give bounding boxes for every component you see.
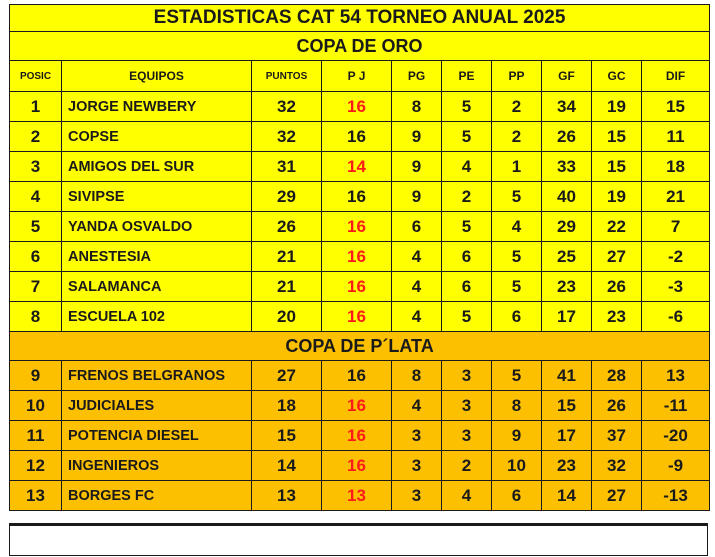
drawn-cell: 2 — [442, 182, 492, 212]
header-posic: POSIC — [10, 61, 62, 92]
header-pp: PP — [492, 61, 542, 92]
points-cell: 18 — [252, 391, 322, 421]
points-cell: 20 — [252, 302, 322, 332]
played-cell: 13 — [322, 481, 392, 511]
table-row — [10, 152, 710, 182]
position-cell: 11 — [10, 421, 62, 451]
goals-against-cell: 15 — [592, 122, 642, 152]
goals-for-cell: 29 — [542, 212, 592, 242]
position-cell: 8 — [10, 302, 62, 332]
sheet-title: ESTADISTICAS CAT 54 TORNEO ANUAL 2025 — [10, 5, 710, 32]
goal-difference-cell: 13 — [642, 361, 710, 391]
lost-cell: 9 — [492, 421, 542, 451]
position-cell: 2 — [10, 122, 62, 152]
team-name-cell: INGENIEROS — [62, 451, 252, 481]
points-cell: 26 — [252, 212, 322, 242]
points-cell: 31 — [252, 152, 322, 182]
position-cell: 10 — [10, 391, 62, 421]
goals-against-cell: 26 — [592, 272, 642, 302]
played-cell: 16 — [322, 391, 392, 421]
standings-body — [10, 5, 710, 511]
lost-cell: 5 — [492, 272, 542, 302]
won-cell: 3 — [392, 481, 442, 511]
table-row — [10, 122, 710, 152]
won-cell: 4 — [392, 272, 442, 302]
drawn-cell: 4 — [442, 481, 492, 511]
team-name-cell: SIVIPSE — [62, 182, 252, 212]
goals-for-cell: 17 — [542, 421, 592, 451]
points-cell: 14 — [252, 451, 322, 481]
team-name-cell: ESCUELA 102 — [62, 302, 252, 332]
gold-section-title: COPA DE ORO — [10, 32, 710, 61]
lost-cell: 8 — [492, 391, 542, 421]
goals-against-cell: 15 — [592, 152, 642, 182]
header-puntos: PUNTOS — [252, 61, 322, 92]
position-cell: 5 — [10, 212, 62, 242]
table-row — [10, 272, 710, 302]
lost-cell: 2 — [492, 92, 542, 122]
drawn-cell: 6 — [442, 242, 492, 272]
table-row — [10, 421, 710, 451]
table-row — [10, 92, 710, 122]
goal-difference-cell: 21 — [642, 182, 710, 212]
goals-for-cell: 40 — [542, 182, 592, 212]
team-name-cell: POTENCIA DIESEL — [62, 421, 252, 451]
table-row — [10, 302, 710, 332]
goals-against-cell: 32 — [592, 451, 642, 481]
points-cell: 15 — [252, 421, 322, 451]
header-gc: GC — [592, 61, 642, 92]
goals-for-cell: 23 — [542, 451, 592, 481]
goals-against-cell: 28 — [592, 361, 642, 391]
drawn-cell: 3 — [442, 361, 492, 391]
drawn-cell: 6 — [442, 272, 492, 302]
position-cell: 7 — [10, 272, 62, 302]
team-name-cell: AMIGOS DEL SUR — [62, 152, 252, 182]
points-cell: 29 — [252, 182, 322, 212]
played-cell: 16 — [322, 122, 392, 152]
team-name-cell: JUDICIALES — [62, 391, 252, 421]
won-cell: 4 — [392, 242, 442, 272]
goals-against-cell: 26 — [592, 391, 642, 421]
drawn-cell: 3 — [442, 391, 492, 421]
goals-against-cell: 19 — [592, 182, 642, 212]
table-row — [10, 182, 710, 212]
gold-section-row — [10, 32, 710, 61]
team-name-cell: BORGES FC — [62, 481, 252, 511]
goal-difference-cell: -3 — [642, 272, 710, 302]
played-cell: 16 — [322, 361, 392, 391]
played-cell: 14 — [322, 152, 392, 182]
position-cell: 3 — [10, 152, 62, 182]
table-row — [10, 212, 710, 242]
lost-cell: 5 — [492, 361, 542, 391]
column-header-row — [10, 61, 710, 92]
goals-against-cell: 27 — [592, 481, 642, 511]
lost-cell: 2 — [492, 122, 542, 152]
played-cell: 16 — [322, 272, 392, 302]
goal-difference-cell: 7 — [642, 212, 710, 242]
table-row — [10, 242, 710, 272]
drawn-cell: 5 — [442, 212, 492, 242]
drawn-cell: 5 — [442, 122, 492, 152]
header-pe: PE — [442, 61, 492, 92]
goals-for-cell: 33 — [542, 152, 592, 182]
goal-difference-cell: -9 — [642, 451, 710, 481]
points-cell: 21 — [252, 242, 322, 272]
goals-for-cell: 17 — [542, 302, 592, 332]
header-pg: PG — [392, 61, 442, 92]
won-cell: 9 — [392, 182, 442, 212]
won-cell: 6 — [392, 212, 442, 242]
drawn-cell: 3 — [442, 421, 492, 451]
played-cell: 16 — [322, 302, 392, 332]
team-name-cell: COPSE — [62, 122, 252, 152]
position-cell: 13 — [10, 481, 62, 511]
position-cell: 9 — [10, 361, 62, 391]
goal-difference-cell: -2 — [642, 242, 710, 272]
table-row — [10, 451, 710, 481]
goals-for-cell: 26 — [542, 122, 592, 152]
goals-against-cell: 19 — [592, 92, 642, 122]
position-cell: 12 — [10, 451, 62, 481]
played-cell: 16 — [322, 212, 392, 242]
goal-difference-cell: 11 — [642, 122, 710, 152]
points-cell: 13 — [252, 481, 322, 511]
points-cell: 21 — [252, 272, 322, 302]
goals-for-cell: 15 — [542, 391, 592, 421]
points-cell: 32 — [252, 92, 322, 122]
points-cell: 32 — [252, 122, 322, 152]
goal-difference-cell: -6 — [642, 302, 710, 332]
played-cell: 16 — [322, 182, 392, 212]
lost-cell: 5 — [492, 242, 542, 272]
empty-footer-cell — [9, 523, 708, 556]
won-cell: 3 — [392, 421, 442, 451]
goals-for-cell: 41 — [542, 361, 592, 391]
goals-for-cell: 14 — [542, 481, 592, 511]
table-row — [10, 391, 710, 421]
table-row — [10, 481, 710, 511]
header-pj: P J — [322, 61, 392, 92]
played-cell: 16 — [322, 92, 392, 122]
played-cell: 16 — [322, 421, 392, 451]
goals-for-cell: 23 — [542, 272, 592, 302]
played-cell: 16 — [322, 451, 392, 481]
team-name-cell: JORGE NEWBERY — [62, 92, 252, 122]
team-name-cell: SALAMANCA — [62, 272, 252, 302]
goal-difference-cell: -20 — [642, 421, 710, 451]
header-equipos: EQUIPOS — [62, 61, 252, 92]
standings-sheet — [9, 4, 709, 511]
won-cell: 4 — [392, 302, 442, 332]
won-cell: 8 — [392, 92, 442, 122]
goals-for-cell: 34 — [542, 92, 592, 122]
position-cell: 1 — [10, 92, 62, 122]
header-dif: DIF — [642, 61, 710, 92]
won-cell: 9 — [392, 152, 442, 182]
goals-against-cell: 23 — [592, 302, 642, 332]
won-cell: 9 — [392, 122, 442, 152]
goals-against-cell: 22 — [592, 212, 642, 242]
table-row — [10, 361, 710, 391]
lost-cell: 10 — [492, 451, 542, 481]
team-name-cell: YANDA OSVALDO — [62, 212, 252, 242]
lost-cell: 1 — [492, 152, 542, 182]
drawn-cell: 4 — [442, 152, 492, 182]
drawn-cell: 5 — [442, 92, 492, 122]
silver-section-row — [10, 332, 710, 361]
goals-against-cell: 27 — [592, 242, 642, 272]
silver-section-title: COPA DE P´LATA — [10, 332, 710, 361]
position-cell: 6 — [10, 242, 62, 272]
points-cell: 27 — [252, 361, 322, 391]
won-cell: 3 — [392, 451, 442, 481]
lost-cell: 4 — [492, 212, 542, 242]
goals-against-cell: 37 — [592, 421, 642, 451]
lost-cell: 5 — [492, 182, 542, 212]
goal-difference-cell: -11 — [642, 391, 710, 421]
won-cell: 8 — [392, 361, 442, 391]
position-cell: 4 — [10, 182, 62, 212]
team-name-cell: ANESTESIA — [62, 242, 252, 272]
drawn-cell: 2 — [442, 451, 492, 481]
goal-difference-cell: 15 — [642, 92, 710, 122]
title-row — [10, 5, 710, 32]
drawn-cell: 5 — [442, 302, 492, 332]
header-gf: GF — [542, 61, 592, 92]
team-name-cell: FRENOS BELGRANOS — [62, 361, 252, 391]
standings-table — [9, 4, 710, 511]
goal-difference-cell: 18 — [642, 152, 710, 182]
goal-difference-cell: -13 — [642, 481, 710, 511]
played-cell: 16 — [322, 242, 392, 272]
lost-cell: 6 — [492, 302, 542, 332]
won-cell: 4 — [392, 391, 442, 421]
lost-cell: 6 — [492, 481, 542, 511]
goals-for-cell: 25 — [542, 242, 592, 272]
